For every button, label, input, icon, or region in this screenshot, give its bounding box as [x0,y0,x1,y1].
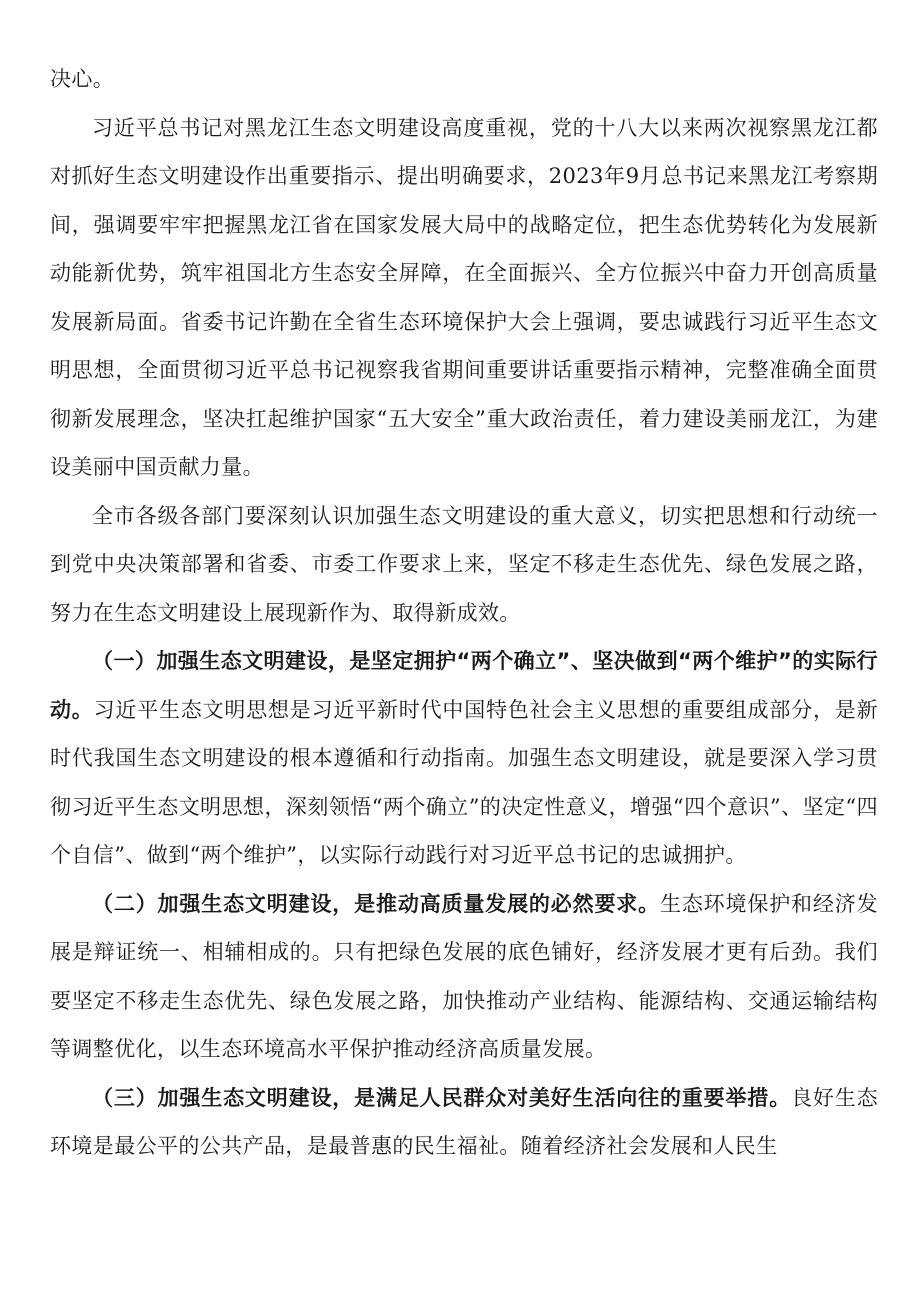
paragraph-5 [50,880,878,1074]
paragraph-3 [50,492,878,638]
paragraph-6-text: 良好生态环境是最公平的公共产品，是最普惠的民生福祉。随着经济社会发展和人民生 [50,1085,878,1158]
section-heading-3: （三）加强生态文明建设，是满足人民群众对美好生活向往的重要举措。 [92,1085,792,1110]
section-heading-2: （二）加强生态文明建设，是推动高质量发展的必然要求。 [92,891,660,916]
paragraph-5-text: 生态环境保护和经济发展是辩证统一、相辅相成的。只有把绿色发展的底色铺好，经济发展才更有后劲。我们要坚定不移走生态优先、绿色发展之路，加快推动产业结构、能源结构、交通运输结构等调整优化，以生态环境高水平保护推动经济高质量发展。 [50,891,878,1061]
paragraph-2-text: 习近平总书记对黑龙江生态文明建设高度重视，党的十八大以来两次视察黑龙江都对抓好生态文明建设作出重要指示、提出明确要求，2023年9月总书记来黑龙江考察期间，强调要牢牢把握黑龙江省在国家发展大局中的战略定位，把生态优势转化为发展新动能新优势，筑牢祖国北方生态安全屏障，在全面振兴、全方位振兴中奋力开创高质量发展新局面。省委书记许勤在全省生态环境保护大会上强调，要忠诚践行习近平生态文明思想，全面贯彻习近平总书记视察我省期间重要讲话重要指示精神，完整准确全面贯彻新发展理念，坚决扛起维护国家“五大安全”重大政治责任，着力建设美丽龙江，为建设美丽中国贡献力量。 [50,115,878,479]
paragraph-4 [50,637,878,880]
paragraph-2 [50,104,878,492]
document-page [50,55,878,1171]
section-heading-1: （一）加强生态文明建设，是坚定拥护“两个确立”、坚决做到“两个维护”的实际行动。 [50,649,878,722]
paragraph-1-text: 决心。 [50,67,115,91]
paragraph-6 [50,1074,878,1171]
paragraph-4-text: 习近平生态文明思想是习近平新时代中国特色社会主义思想的重要组成部分，是新时代我国生态文明建设的根本遵循和行动指南。加强生态文明建设，就是要深入学习贯彻习近平生态文明思想，深刻领悟“两个确立”的决定性意义，增强“四个意识”、坚定“四个自信”、做到“两个维护”，以实际行动践行对习近平总书记的忠诚拥护。 [50,697,878,867]
paragraph-3-text: 全市各级各部门要深刻认识加强生态文明建设的重大意义，切实把思想和行动统一到党中央决策部署和省委、市委工作要求上来，坚定不移走生态优先、绿色发展之路，努力在生态文明建设上展现新作为、取得新成效。 [50,503,878,625]
paragraph-1 [50,55,878,104]
